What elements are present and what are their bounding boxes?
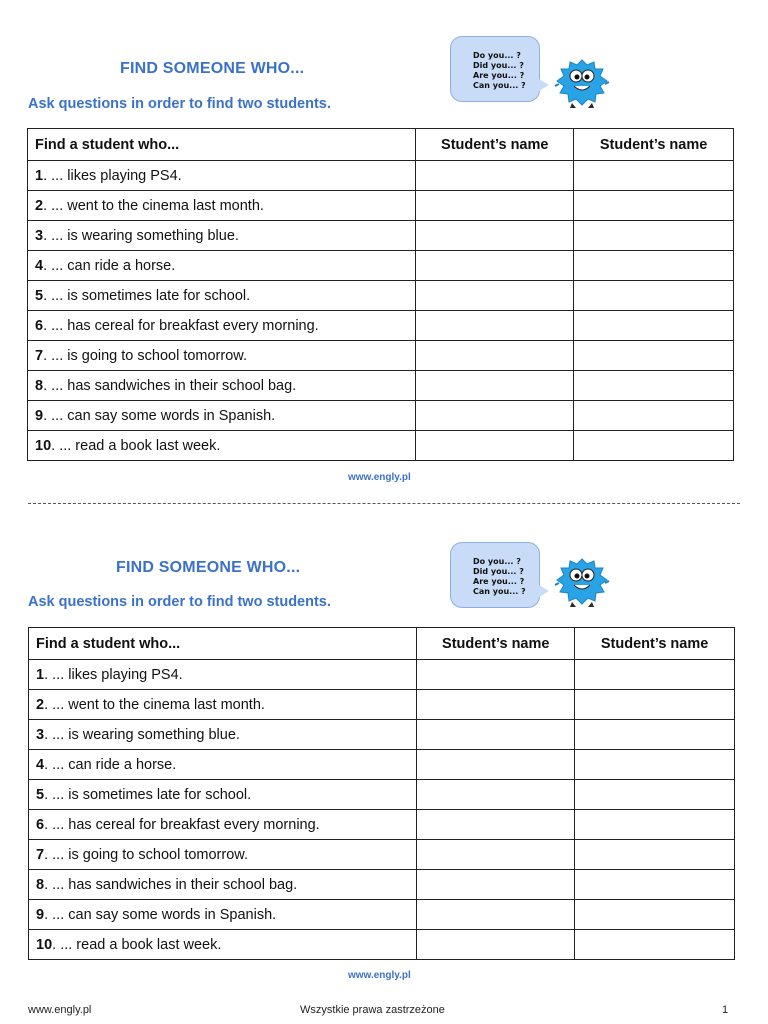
name-cell[interactable]	[417, 720, 575, 750]
table-header: Student’s name	[574, 129, 734, 161]
question-cell	[28, 311, 416, 341]
question-cell	[28, 341, 416, 371]
name-cell[interactable]	[575, 900, 735, 930]
question-text: . ... can ride a horse.	[44, 756, 177, 773]
name-cell[interactable]	[416, 311, 574, 341]
question-cell	[29, 750, 417, 780]
question-text: . ... likes playing PS4.	[43, 167, 182, 184]
table-row	[28, 281, 734, 311]
question-cell	[29, 690, 417, 720]
name-cell[interactable]	[416, 191, 574, 221]
name-cell[interactable]	[417, 660, 575, 690]
question-number: 9	[36, 906, 45, 923]
question-text: . ... went to the cinema last month.	[43, 197, 264, 214]
worksheet-subtitle: Ask questions in order to find two students.	[28, 594, 331, 610]
table-header-row	[29, 628, 735, 660]
name-cell[interactable]	[417, 840, 575, 870]
name-cell[interactable]	[574, 281, 734, 311]
question-text: . ... can say some words in Spanish.	[44, 906, 277, 923]
table-row	[29, 720, 735, 750]
question-text: . ... has sandwiches in their school bag.	[44, 876, 298, 893]
blue-monster-icon	[554, 555, 610, 609]
question-text: . ... has cereal for breakfast every morning.	[43, 317, 319, 334]
bubble-line: Do you... ?	[473, 51, 521, 60]
question-text: . ... read a book last week.	[52, 936, 222, 953]
name-cell[interactable]	[574, 191, 734, 221]
question-cell	[29, 720, 417, 750]
name-cell[interactable]	[574, 161, 734, 191]
worksheet-subtitle: Ask questions in order to find two students.	[28, 96, 331, 112]
question-text: . ... is sometimes late for school.	[44, 786, 252, 803]
question-text: . ... can ride a horse.	[43, 257, 176, 274]
question-cell	[28, 371, 416, 401]
name-cell[interactable]	[417, 690, 575, 720]
name-cell[interactable]	[575, 810, 735, 840]
table-row	[29, 810, 735, 840]
table-header: Student’s name	[575, 628, 735, 660]
table-header: Find a student who...	[29, 628, 417, 660]
table-header: Student’s name	[417, 628, 575, 660]
question-number: 3	[36, 726, 45, 743]
name-cell[interactable]	[574, 431, 734, 461]
name-cell[interactable]	[416, 341, 574, 371]
site-link[interactable]: www.engly.pl	[348, 472, 411, 483]
question-text: . ... went to the cinema last month.	[44, 696, 265, 713]
name-cell[interactable]	[416, 281, 574, 311]
question-cell	[28, 431, 416, 461]
answer-table	[28, 627, 735, 960]
question-number: 6	[36, 816, 45, 833]
table-header: Student’s name	[416, 129, 574, 161]
name-cell[interactable]	[575, 660, 735, 690]
answer-table	[27, 128, 734, 461]
question-text: . ... read a book last week.	[51, 437, 221, 454]
question-number: 5	[35, 287, 44, 304]
worksheet-title: FIND SOMEONE WHO...	[116, 559, 301, 576]
name-cell[interactable]	[416, 431, 574, 461]
question-number: 1	[36, 666, 45, 683]
name-cell[interactable]	[417, 870, 575, 900]
bubble-line: Are you... ?	[473, 577, 525, 586]
name-cell[interactable]	[416, 401, 574, 431]
name-cell[interactable]	[574, 401, 734, 431]
name-cell[interactable]	[574, 371, 734, 401]
question-text: . ... can say some words in Spanish.	[43, 407, 276, 424]
name-cell[interactable]	[575, 870, 735, 900]
name-cell[interactable]	[574, 251, 734, 281]
question-cell	[29, 900, 417, 930]
name-cell[interactable]	[575, 780, 735, 810]
question-number: 3	[35, 227, 44, 244]
question-cell	[28, 161, 416, 191]
question-cell	[29, 930, 417, 960]
name-cell[interactable]	[417, 900, 575, 930]
question-cell	[28, 221, 416, 251]
name-cell[interactable]	[575, 720, 735, 750]
question-number: 1	[35, 167, 44, 184]
question-cell	[28, 281, 416, 311]
question-cell	[29, 870, 417, 900]
question-cell	[28, 401, 416, 431]
name-cell[interactable]	[416, 371, 574, 401]
question-cell	[29, 660, 417, 690]
question-text: . ... is wearing something blue.	[44, 726, 240, 743]
question-number: 8	[36, 876, 45, 893]
question-number: 8	[35, 377, 44, 394]
question-number: 7	[35, 347, 44, 364]
speech-bubble	[450, 542, 540, 608]
table-row	[29, 690, 735, 720]
question-number: 4	[36, 756, 45, 773]
name-cell[interactable]	[575, 690, 735, 720]
question-number: 9	[35, 407, 44, 424]
name-cell[interactable]	[575, 750, 735, 780]
bubble-line: Do you... ?	[473, 557, 521, 566]
question-cell	[29, 840, 417, 870]
cut-line-divider	[28, 503, 740, 504]
question-cell	[29, 810, 417, 840]
question-number: 2	[36, 696, 45, 713]
table-row	[28, 251, 734, 281]
blue-monster-icon	[554, 56, 610, 110]
question-number: 4	[35, 257, 44, 274]
table-header: Find a student who...	[28, 129, 416, 161]
question-cell	[28, 251, 416, 281]
page-number: 1	[722, 1004, 729, 1016]
name-cell[interactable]	[575, 840, 735, 870]
bubble-line: Did you... ?	[473, 61, 524, 70]
bubble-line: Are you... ?	[473, 71, 525, 80]
table-row	[29, 870, 735, 900]
question-text: . ... is going to school tomorrow.	[43, 347, 247, 364]
table-row	[29, 660, 735, 690]
question-cell	[29, 780, 417, 810]
table-row	[28, 311, 734, 341]
question-number: 6	[35, 317, 44, 334]
bubble-line: Can you... ?	[473, 81, 526, 90]
worksheet-title: FIND SOMEONE WHO...	[120, 60, 305, 77]
table-row	[28, 401, 734, 431]
question-number: 5	[36, 786, 45, 803]
table-row	[28, 431, 734, 461]
question-text: . ... is going to school tomorrow.	[44, 846, 248, 863]
name-cell[interactable]	[417, 750, 575, 780]
table-row	[29, 750, 735, 780]
name-cell[interactable]	[416, 251, 574, 281]
footer-site-link[interactable]: www.engly.pl	[28, 1004, 92, 1016]
bubble-line: Can you... ?	[473, 587, 526, 596]
table-row	[29, 930, 735, 960]
question-number: 7	[36, 846, 45, 863]
table-row	[29, 900, 735, 930]
footer-copyright: Wszystkie prawa zastrzeżone	[300, 1004, 445, 1016]
question-number: 10	[35, 437, 52, 454]
table-row	[28, 371, 734, 401]
speech-bubble	[450, 36, 540, 102]
name-cell[interactable]	[416, 221, 574, 251]
name-cell[interactable]	[416, 161, 574, 191]
table-row	[28, 191, 734, 221]
table-row	[29, 780, 735, 810]
table-row	[28, 221, 734, 251]
site-link[interactable]: www.engly.pl	[348, 970, 411, 981]
question-text: . ... has sandwiches in their school bag.	[43, 377, 297, 394]
question-text: . ... likes playing PS4.	[44, 666, 183, 683]
name-cell[interactable]	[417, 930, 575, 960]
table-row	[29, 840, 735, 870]
question-text: . ... is sometimes late for school.	[43, 287, 251, 304]
name-cell[interactable]	[417, 780, 575, 810]
table-row	[28, 161, 734, 191]
question-text: . ... is wearing something blue.	[43, 227, 239, 244]
question-number: 2	[35, 197, 44, 214]
name-cell[interactable]	[574, 311, 734, 341]
table-header-row	[28, 129, 734, 161]
table-row	[28, 341, 734, 371]
question-cell	[28, 191, 416, 221]
name-cell[interactable]	[574, 341, 734, 371]
name-cell[interactable]	[574, 221, 734, 251]
question-number: 10	[36, 936, 53, 953]
question-text: . ... has cereal for breakfast every morning.	[44, 816, 320, 833]
name-cell[interactable]	[417, 810, 575, 840]
bubble-line: Did you... ?	[473, 567, 524, 576]
name-cell[interactable]	[575, 930, 735, 960]
